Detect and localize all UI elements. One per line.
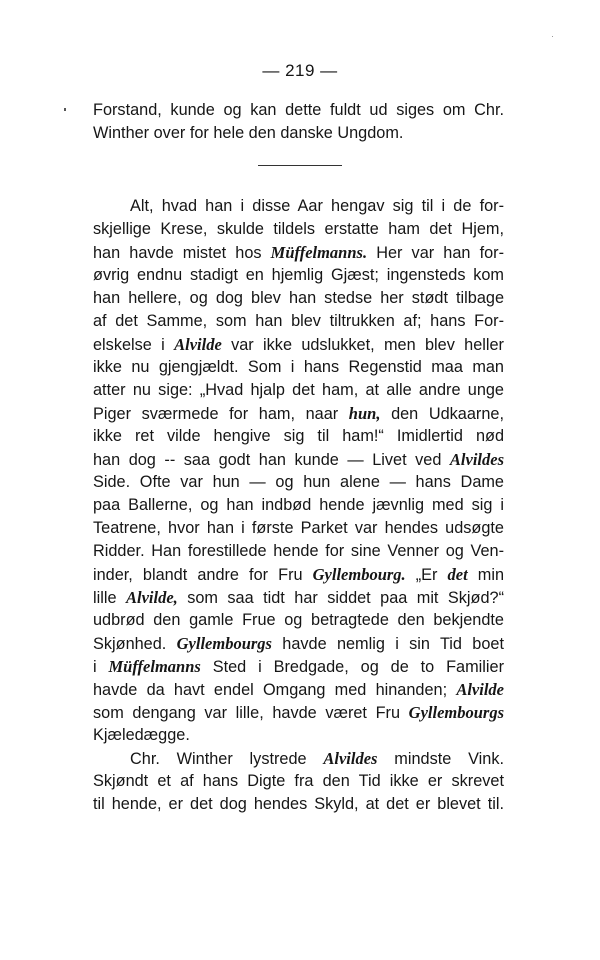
italic-name: Alvildes [323,749,378,768]
text-line [93,724,190,747]
text-line [93,425,504,448]
text-run: han dog -- saa godt han kunde — Livet ved [93,451,450,469]
text-line [93,218,504,241]
margin-mark [64,108,66,111]
text-run: havde nemlig i sin Tid boet [271,635,504,653]
text-line [93,379,504,402]
text-run: han havde mistet hos [93,244,271,262]
text-run: den Udkaarne, [380,405,504,423]
italic-name: det [447,565,468,584]
text-line [93,356,504,379]
text-line [93,264,504,287]
text-run: Her var han for- [367,244,504,262]
italic-name: Alvilde, [125,588,178,607]
text-run: Sted i Bredgade, og de to Familier [200,658,504,676]
text-run: Skjøndt et af hans Digte fra den Tid ikke er skrevet [93,772,504,790]
text-run: Piger sværmede for ham, naar [93,405,349,423]
italic-name: Alvilde [174,335,222,354]
text-run: Winther over for hele den danske Ungdom. [93,124,404,142]
text-line [130,195,504,218]
text-run: Kjæledægge. [93,726,190,744]
text-run: ikke ret vilde hengive sig til ham!“ Imidlertid nød [93,427,504,445]
text-line [130,747,504,770]
text-run: havde da havt endel Omgang med hinanden; [93,681,457,699]
scan-speck [552,36,553,37]
text-line [93,540,504,563]
text-run: udbrød den gamle Frue og betragtede den bekjendte [93,611,504,629]
text-run: atter nu sige: „Hvad hjalp det ham, at alle andre unge [93,381,504,399]
section-divider [258,165,342,166]
italic-name: Gyllembourgs [408,703,504,722]
text-run: mindste Vink. [377,750,504,768]
text-run: elskelse i [93,336,175,354]
text-line [93,609,504,632]
text-run: som dengang var lille, havde været Fru [93,704,409,722]
italic-name: Gyllembourg. [312,565,406,584]
text-run: Alt, hvad han i disse Aar hengav sig til i de for- [130,197,504,215]
text-line [93,122,403,145]
text-run: Skjønhed. [93,635,177,653]
text-line [93,563,504,586]
text-line [93,310,504,333]
italic-name: Müffelmanns [108,657,201,676]
text-line [93,770,504,793]
italic-name: Alvildes [449,450,504,469]
text-run: han hellere, og dog blev han stedse her stødt tilbage [93,289,504,307]
page-number: — 219 — [262,61,338,80]
italic-name: Gyllembourgs [176,634,272,653]
text-run: Teatrene, hvor han i første Parket var hendes udsøgte [93,519,504,537]
italic-name: hun, [348,404,381,423]
text-line [93,701,504,724]
text-line [93,586,504,609]
text-line [93,241,504,264]
text-run: skjellige Krese, skulde tildels erstatte ham det Hjem, [93,220,504,238]
text-run: var ikke udslukket, men blev heller [221,336,504,354]
text-run: lille [93,589,126,607]
text-line [93,793,504,816]
text-run: „Er [405,566,448,584]
italic-name: Müffelmanns. [270,243,368,262]
text-run: Chr. Winther lystrede [130,750,324,768]
italic-name: Alvilde [456,680,504,699]
text-run: Forstand, kunde og kan dette fuldt ud siges om Chr. [93,101,504,119]
text-line [93,517,504,540]
text-line [93,333,504,356]
text-line [93,632,504,655]
text-run: til hende, er det dog hendes Skyld, at det er blevet til. [93,795,504,813]
text-run: Ridder. Han forestillede hende for sine Venner og Ven- [93,542,504,560]
text-run: ikke nu gjengjældt. Som i hans Regenstid maa man [93,358,504,376]
text-run: inder, blandt andre for Fru [93,566,313,584]
text-line [93,402,504,425]
text-line [93,678,504,701]
text-line [93,494,504,517]
text-run: Side. Ofte var hun — og hun alene — hans Dame [93,473,504,491]
text-run: som saa tidt har siddet paa mit Skjød?“ [177,589,504,607]
text-line [93,655,504,678]
text-run: i [93,658,109,676]
text-run: af det Samme, som han blev tiltrukken af; hans For- [93,312,504,330]
text-line [93,448,504,471]
text-line [93,471,504,494]
text-run: min [467,566,505,584]
text-line [93,99,504,122]
text-run: paa Ballerne, og han indbød hende jævnlig med sig i [93,496,504,514]
text-run: øvrig endnu stadigt en hjemlig Gjæst; ingensteds kom [93,266,504,284]
text-line [93,287,504,310]
